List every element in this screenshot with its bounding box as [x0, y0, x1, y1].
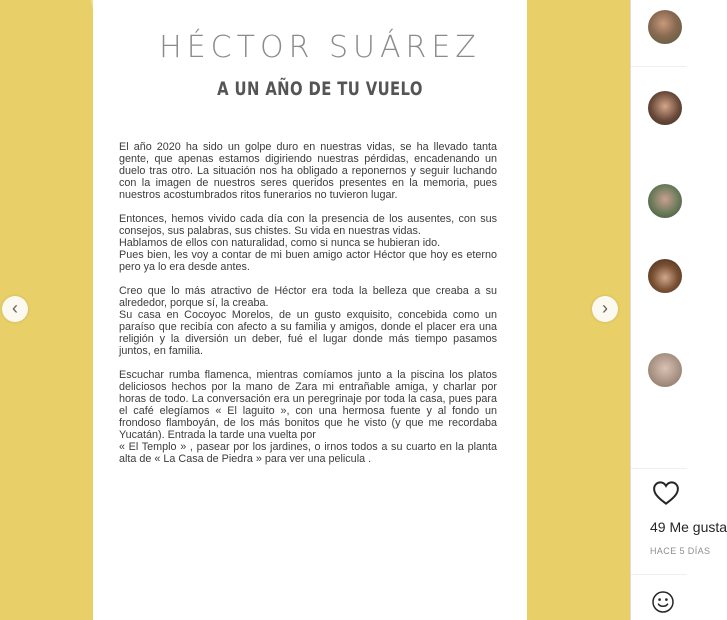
paragraph-2: Entonces, hemos vivido cada día con la presencia de los ausentes, con sus consejos, sus palabras, sus chistes. Su vida en nuestras vidas. Hablamos de ellos con naturalidad, como si nunca se hubieran ido. Pues bien, les voy a contar de mi buen amigo actor Héctor que hoy es eterno pero ya lo era desde antes.	[119, 213, 497, 273]
paragraph-3: Creo que lo más atractivo de Héctor era toda la belleza que creaba a su alrededor, porque sí, la creaba. Su casa en Cocoyoc Morelos, de un gusto exquisito, concebida como un paraíso que recibía con afecto a su familia y amigos, donde el placer era una religión y la diversión un deber, fué el lugar donde más tiempo pasamos juntos, en familia.	[119, 285, 497, 357]
avatar[interactable]	[648, 91, 682, 125]
previous-slide-button[interactable]	[2, 296, 28, 322]
paragraph-4: Escuchar rumba flamenca, mientras comíamos junto a la piscina los platos deliciosos hechos por la mano de Zara mi entrañable amiga, y charlar por horas de todo. La conversación era un peregrinaje por toda la casa, pues para el café elegíamos « El laguito », con una hermosa fuente y al fondo un frondoso flamboyán, de los más bonitos que he visto (y que me recordaba Yucatán). Entrada la tarde una vuelta por « El Templo » , pasear por los jardines, o irnos todos a su cuarto en la planta alta de « La Casa de Piedra » para ver una pelicula .	[119, 369, 497, 465]
divider	[631, 574, 687, 575]
paragraph-1: El año 2020 ha sido un golpe duro en nuestras vidas, se ha llevado tanta gente, que apenas estamos digiriendo nuestras pérdidas, encadenando un duelo tras otro. La situación nos ha obligado a reponernos y seguir luchando con la imagen de nuestros seres queridos presentes en la memoria, pues nuestros acostumbrados ritos funerarios no tuvieron lugar.	[119, 141, 497, 201]
avatar[interactable]	[648, 259, 682, 293]
divider	[631, 468, 687, 469]
chevron-left-icon: ‹	[12, 298, 18, 318]
heart-icon[interactable]	[651, 478, 681, 508]
post-document	[93, 0, 527, 620]
chevron-right-icon: ›	[602, 298, 608, 318]
emoji-icon[interactable]	[651, 590, 675, 614]
post-timestamp: HACE 5 DÍAS	[650, 546, 711, 556]
post-subtitle: A UN AÑO DE TU VUELO	[217, 78, 423, 100]
post-body	[119, 141, 497, 477]
avatar[interactable]	[648, 353, 682, 387]
avatar[interactable]	[648, 10, 682, 44]
divider	[631, 66, 687, 67]
comments-sidebar	[630, 0, 727, 620]
likes-count[interactable]: 49 Me gusta	[650, 519, 727, 535]
next-slide-button[interactable]	[592, 296, 618, 322]
post-title: HÉCTOR SUÁREZ	[159, 30, 481, 65]
avatar[interactable]	[648, 184, 682, 218]
